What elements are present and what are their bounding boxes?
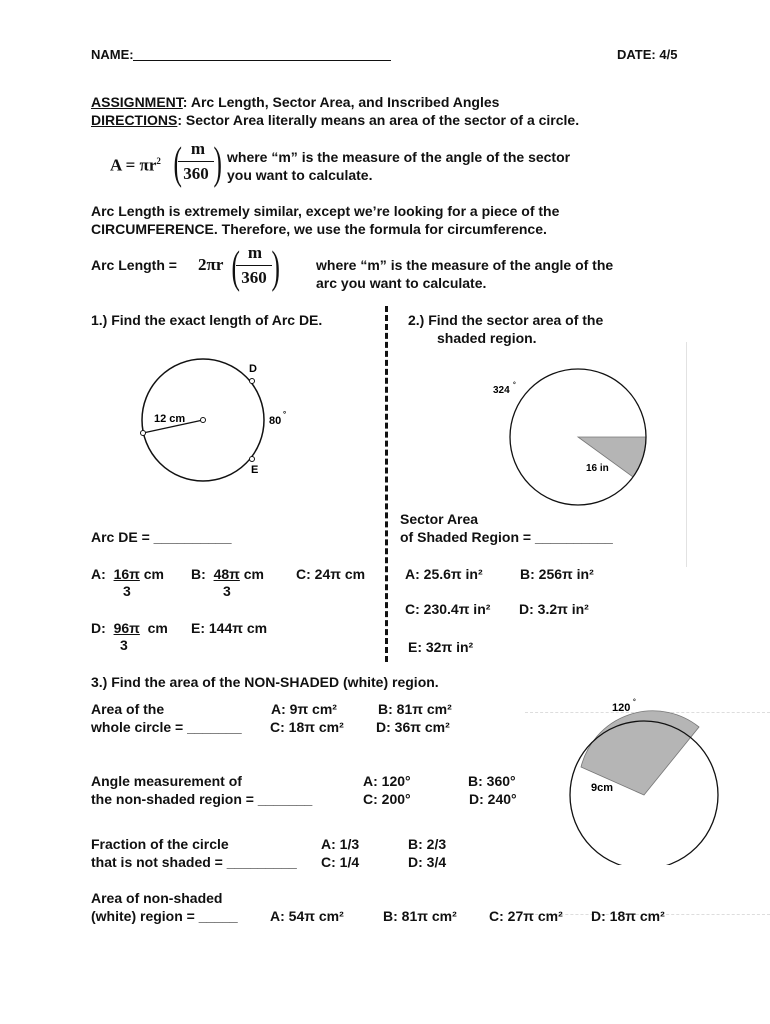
q3-p3-choice-b[interactable]: B: 2/3: [408, 836, 447, 852]
formula2-denominator: 360: [241, 268, 267, 287]
q3-p2-choice-b[interactable]: B: 360°: [468, 773, 516, 789]
q2-angle-label: 324: [493, 385, 510, 396]
q1-choice-a[interactable]: A: 16π cm: [91, 566, 164, 582]
q3-p1-choice-a[interactable]: A: 9π cm²: [271, 701, 337, 717]
q3-p3-choice-d[interactable]: D: 3/4: [408, 854, 447, 870]
q3-circle-figure: [565, 695, 745, 865]
q1-center-point: [201, 418, 206, 423]
q1-circle-figure: [120, 355, 310, 485]
q3-p4-choice-a[interactable]: A: 54π cm²: [270, 908, 344, 924]
formula2-numerator: m: [247, 243, 263, 262]
formula2-note-1: where “m” is the measure of the angle of the: [316, 257, 614, 273]
formula1-left-paren: (: [173, 137, 182, 188]
q3-p3-choice-a[interactable]: A: 1/3: [321, 836, 360, 852]
q3-p3-line2[interactable]: that is not shaded = _________: [91, 854, 297, 870]
formula2-left-paren: (: [231, 241, 240, 292]
q2-circle-figure: [486, 360, 666, 520]
directions-text: : Sector Area literally means an area of the sector of a circle.: [177, 112, 580, 128]
q1-choice-c[interactable]: C: 24π cm: [296, 566, 366, 582]
formula1-denominator: 360: [183, 164, 209, 183]
q1-point-e: [250, 457, 255, 462]
q3-p1-choice-b[interactable]: B: 81π cm²: [378, 701, 452, 717]
q3-angle-label: 120: [612, 702, 631, 714]
q3-p1-line2[interactable]: whole circle = _______: [91, 719, 242, 735]
column-divider: [385, 306, 388, 662]
formula1-note-1: where “m” is the measure of the angle of the sector: [227, 149, 571, 165]
q2-choice-e[interactable]: E: 32π in²: [408, 639, 474, 655]
formula2-note-2: arc you want to calculate.: [316, 275, 487, 291]
formula1-lhs: $A = \pi r^2$: [110, 155, 161, 175]
q1-choice-a-den: 3: [123, 583, 131, 599]
q1-label-e: E: [251, 464, 259, 476]
formula2-fraction-bar: [236, 265, 272, 266]
q2-prompt-1: 2.) Find the sector area of the: [408, 312, 604, 328]
q3-prompt: 3.) Find the area of the NON-SHADED (white) region.: [91, 674, 439, 690]
formula2-right-paren: ): [271, 241, 280, 292]
formula2-lhs: 2πr: [198, 255, 224, 274]
q1-choice-b-den: 3: [223, 583, 231, 599]
q1-choice-b[interactable]: B: 48π cm: [191, 566, 264, 582]
formula1-note-2: you want to calculate.: [227, 167, 373, 183]
q3-p4-line2[interactable]: (white) region = _____: [91, 908, 238, 924]
q2-choice-b[interactable]: B: 256π in²: [520, 566, 594, 582]
q2-figure-frame: [686, 342, 687, 567]
q1-choice-d-den: 3: [120, 637, 128, 653]
q3-p1-choice-d[interactable]: D: 36π cm²: [376, 719, 450, 735]
formula1-numerator: m: [190, 139, 206, 158]
directions-label: DIRECTIONS: [91, 112, 178, 128]
q3-p2-choice-d[interactable]: D: 240°: [469, 791, 517, 807]
assignment-label: ASSIGNMENT: [91, 94, 183, 110]
q1-choice-e[interactable]: E: 144π cm: [191, 620, 268, 636]
q2-prompt-2: shaded region.: [437, 330, 537, 346]
q3-p4-choice-c[interactable]: C: 27π cm²: [489, 908, 563, 924]
q3-p3-line1: Fraction of the circle: [91, 836, 229, 852]
q3-p2-line1: Angle measurement of: [91, 773, 242, 789]
q3-p4-choice-d[interactable]: D: 18π cm²: [591, 908, 665, 924]
q1-angle-label: 80: [269, 415, 282, 427]
q2-answer-1: Sector Area: [400, 511, 479, 527]
date-label: DATE: 4/5: [617, 47, 678, 62]
q3-p2-choice-a[interactable]: A: 120°: [363, 773, 411, 789]
directions-line: [91, 111, 579, 129]
q1-answer[interactable]: Arc DE = __________: [91, 529, 232, 545]
q2-radius-label: 16 in: [586, 463, 609, 474]
q3-radius-label: 9cm: [591, 782, 614, 794]
formula1-right-paren: ): [213, 137, 222, 188]
assignment-line: [91, 93, 499, 111]
q1-prompt: 1.) Find the exact length of Arc DE.: [91, 312, 323, 328]
q1-label-d: D: [249, 363, 257, 375]
q2-choice-a[interactable]: A: 25.6π in²: [405, 566, 483, 582]
q1-degree-mark: °: [283, 410, 287, 419]
formula2-label: Arc Length =: [91, 257, 177, 273]
q2-choice-d[interactable]: D: 3.2π in²: [519, 601, 589, 617]
name-label: NAME:: [91, 47, 134, 62]
q3-p2-line2[interactable]: the non-shaded region = _______: [91, 791, 313, 807]
q2-answer-2[interactable]: of Shaded Region = __________: [400, 529, 613, 545]
q2-degree-mark: °: [513, 382, 516, 389]
q3-p3-choice-c[interactable]: C: 1/4: [321, 854, 360, 870]
arc-intro-2: CIRCUMFERENCE. Therefore, we use the formula for circumference.: [91, 221, 547, 237]
name-blank[interactable]: [133, 60, 391, 61]
q3-degree-mark: °: [633, 699, 636, 706]
formula1-fraction-bar: [178, 161, 214, 162]
q3-p4-choice-b[interactable]: B: 81π cm²: [383, 908, 457, 924]
q3-p1-choice-c[interactable]: C: 18π cm²: [270, 719, 344, 735]
q1-choice-d[interactable]: D: 96π cm: [91, 620, 168, 636]
q1-radius-label: 12 cm: [154, 413, 186, 425]
q1-point-d: [250, 379, 255, 384]
q3-p1-line1: Area of the: [91, 701, 165, 717]
q1-radius-endpoint: [141, 431, 146, 436]
assignment-text: : Arc Length, Sector Area, and Inscribed Angles: [182, 94, 500, 110]
q2-choice-c[interactable]: C: 230.4π in²: [405, 601, 491, 617]
arc-intro-1: Arc Length is extremely similar, except we’re looking for a piece of the: [91, 203, 560, 219]
q3-p2-choice-c[interactable]: C: 200°: [363, 791, 411, 807]
q3-p4-line1: Area of non-shaded: [91, 890, 223, 906]
